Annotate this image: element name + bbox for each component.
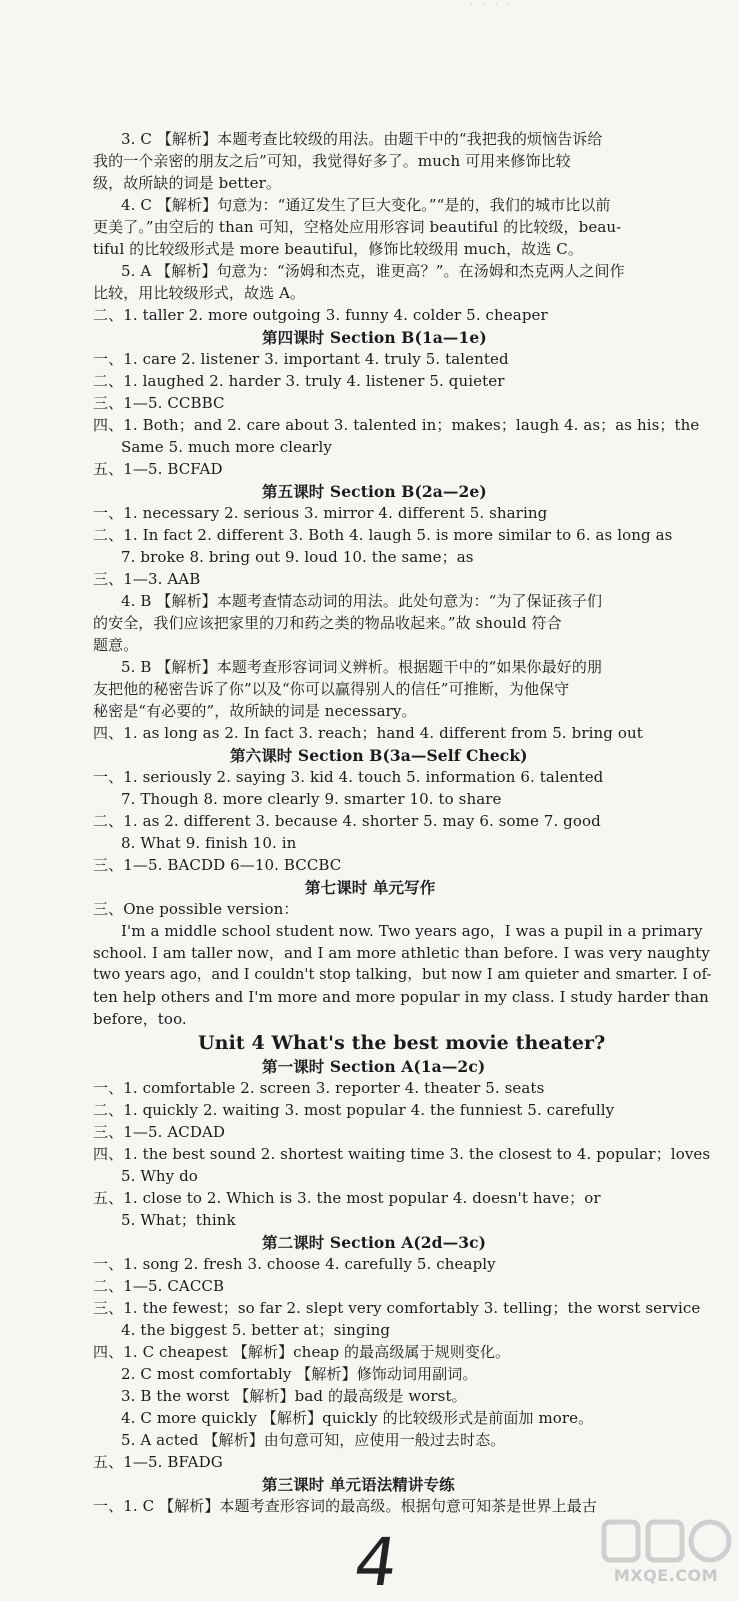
text-line: 3. C 【解析】本题考查比较级的用法。由题干中的“我把我的烦恼告诉给	[121, 130, 603, 148]
text-line: 2. C most comfortably 【解析】修饰动词用副词。	[121, 1365, 478, 1383]
unit-title: Unit 4 What's the best movie theater?	[198, 1032, 606, 1054]
text-line: 三、1—3. AAB	[93, 570, 201, 588]
text-line: 5. A 【解析】句意为：“汤姆和杰克，谁更高？”。在汤姆和杰克两人之间作	[121, 262, 625, 280]
watermark-text: MXQE.COM	[613, 1566, 719, 1585]
watermark-logo-icon	[596, 1514, 736, 1570]
text-line: 五、1—5. BCFAD	[93, 460, 223, 478]
text-line: 4. the biggest 5. better at；singing	[121, 1321, 391, 1339]
lesson-heading: 第六课时 Section B(3a—Self Check)	[230, 746, 528, 765]
text-line: 四、1. Both；and 2. care about 3. talented in；makes；laugh 4. as；as his；the	[93, 416, 700, 434]
text-line: 一、1. C 【解析】本题考查形容词的最高级。根据句意可知茶是世界上最古	[93, 1497, 597, 1515]
text-line: 三、1. the fewest；so far 2. slept very comfortably 3. telling；the worst service	[93, 1299, 701, 1317]
text-line: 二、1. taller 2. more outgoing 3. funny 4. colder 5. cheaper	[93, 306, 548, 324]
text-line: 7. broke 8. bring out 9. loud 10. the same；as	[121, 548, 474, 566]
text-line: 一、1. seriously 2. saying 3. kid 4. touch 5. information 6. talented	[93, 768, 604, 786]
text-line: 级，故所缺的词是 better。	[93, 174, 281, 192]
text-line: 5. What；think	[121, 1211, 236, 1229]
text-line: 五、1. close to 2. Which is 3. the most popular 4. doesn't have；or	[93, 1189, 601, 1207]
text-line: 的安全，我们应该把家里的刀和药之类的物品收起来。”故 should 符合	[93, 614, 562, 632]
text-line: 4. C more quickly 【解析】quickly 的比较级形式是前面加 more。	[121, 1409, 594, 1427]
text-line: 5. B 【解析】本题考查形容词词义辨析。根据题干中的“如果你最好的朋	[121, 658, 603, 676]
text-line: 比较，用比较级形式，故选 A。	[93, 284, 306, 302]
text-line: 一、1. necessary 2. serious 3. mirror 4. different 5. sharing	[93, 504, 548, 522]
essay-line: I'm a middle school student now. Two years ago，I was a pupil in a primary	[121, 922, 703, 940]
text-line: 四、1. as long as 2. In fact 3. reach；hand 4. different from 5. bring out	[93, 724, 643, 742]
text-line: 5. Why do	[121, 1167, 198, 1185]
text-line: 7. Though 8. more clearly 9. smarter 10. to share	[121, 790, 502, 808]
text-line: 四、1. the best sound 2. shortest waiting time 3. the closest to 4. popular；loves	[93, 1145, 711, 1163]
essay-line: ten help others and I'm more and more popular in my class. I study harder than	[93, 988, 709, 1006]
text-line: 五、1—5. BFADG	[93, 1453, 223, 1471]
text-line: 友把他的秘密告诉了你”以及“你可以赢得别人的信任”可推断，为他保守	[93, 680, 570, 698]
text-line: 三、1—5. BACDD 6—10. BCCBC	[93, 856, 342, 874]
lesson-heading: 第一课时 Section A(1a—2c)	[262, 1057, 486, 1076]
lesson-heading: 第三课时 单元语法精讲专练	[262, 1475, 455, 1494]
text-line: 8. What 9. finish 10. in	[121, 834, 297, 852]
text-line: 我的一个亲密的朋友之后”可知，我觉得好多了。much 可用来修饰比较	[93, 152, 571, 170]
text-line: 秘密是“有必要的”，故所缺的词是 necessary。	[93, 702, 417, 720]
text-line: 一、1. care 2. listener 3. important 4. truly 5. talented	[93, 350, 509, 368]
lesson-heading: 第七课时 单元写作	[305, 878, 436, 897]
text-line: 4. C 【解析】句意为：“通辽发生了巨大变化。”“是的，我们的城市比以前	[121, 196, 611, 214]
text-line: 3. B the worst 【解析】bad 的最高级是 worst。	[121, 1387, 467, 1405]
lesson-heading: 第五课时 Section B(2a—2e)	[262, 482, 487, 501]
text-line: tiful 的比较级形式是 more beautiful，修饰比较级用 much，故选 C。	[93, 240, 583, 258]
text-line: 二、1. as 2. different 3. because 4. shorter 5. may 6. some 7. good	[93, 812, 601, 830]
text-line: 二、1. laughed 2. harder 3. truly 4. listener 5. quieter	[93, 372, 505, 390]
handwritten-page-number: 4	[349, 1524, 403, 1601]
text-line: 三、1—5. ACDAD	[93, 1123, 226, 1141]
watermark-logo	[596, 1514, 736, 1598]
text-line: 三、1—5. CCBBC	[93, 394, 225, 412]
text-line: 一、1. song 2. fresh 3. choose 4. carefully 5. cheaply	[93, 1255, 496, 1273]
text-line: 二、1. In fact 2. different 3. Both 4. laugh 5. is more similar to 6. as long as	[93, 526, 673, 544]
essay-line: before，too.	[93, 1010, 187, 1028]
text-line: 三、One possible version：	[93, 900, 299, 918]
lesson-heading: 第四课时 Section B(1a—1e)	[262, 328, 487, 347]
text-line: 四、1. C cheapest 【解析】cheap 的最高级属于规则变化。	[93, 1343, 511, 1361]
text-line: Same 5. much more clearly	[121, 438, 332, 456]
essay-line: two years ago，and I couldn't stop talking，but now I am quieter and smarter. I of-	[93, 967, 712, 983]
lesson-heading: 第二课时 Section A(2d—3c)	[262, 1233, 487, 1252]
text-line: 二、1—5. CACCB	[93, 1277, 225, 1295]
text-line: 5. A acted 【解析】由句意可知，应使用一般过去时态。	[121, 1431, 506, 1449]
text-line: 二、1. quickly 2. waiting 3. most popular 4. the funniest 5. carefully	[93, 1101, 615, 1119]
text-line: 更美了。”由空后的 than 可知，空格处应用形容词 beautiful 的比较级，beau-	[93, 218, 622, 236]
text-line: 一、1. comfortable 2. screen 3. reporter 4. theater 5. seats	[93, 1079, 545, 1097]
faint-header-text: · · · ·	[470, 0, 514, 11]
text-line: 4. B 【解析】本题考查情态动词的用法。此处句意为：“为了保证孩子们	[121, 592, 603, 610]
text-line: 题意。	[93, 636, 139, 654]
essay-line: school. I am taller now，and I am more athletic than before. I was very naughty	[93, 944, 710, 962]
